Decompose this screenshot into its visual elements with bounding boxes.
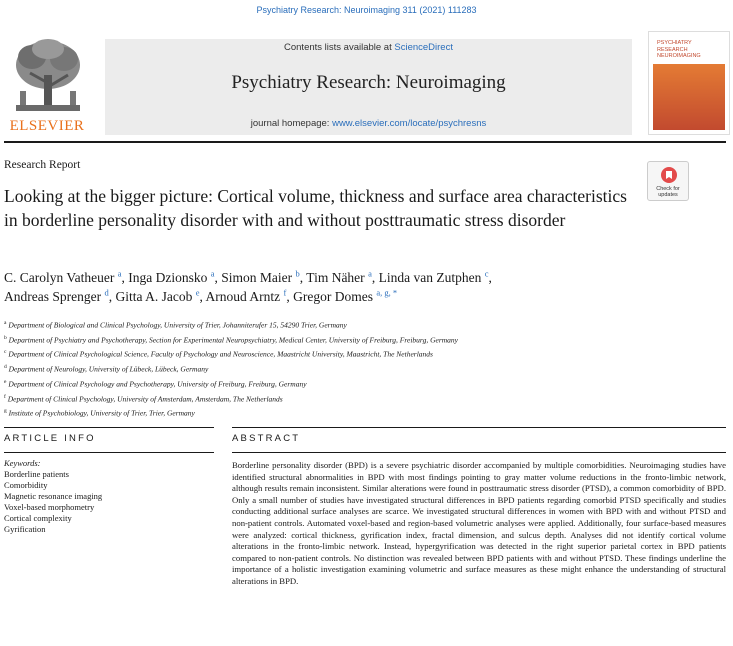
author[interactable]: Simon Maier $^b$: [221, 268, 300, 285]
author[interactable]: C. Carolyn Vatheuer $^a$: [4, 268, 122, 285]
affiliation-item: $^a$ Department of Biological and Clinical Psychology, University of Trier, Johanniterufer 15, 54290 Trier, Germany: [4, 320, 347, 330]
article-info-top-rule: [4, 427, 214, 428]
homepage-line: [105, 118, 632, 129]
affiliation-item: $^g$ Institute of Psychobiology, University of Trier, Trier, Germany: [4, 408, 195, 418]
affiliation-item: $^b$ Department of Psychiatry and Psychotherapy, Section for Experimental Neuropsychiatry, Medical Center, University of Freiburg, Freiburg, Germany: [4, 334, 458, 345]
author[interactable]: Arnoud Arntz $^f$: [205, 287, 287, 304]
abstract-top-rule: [232, 427, 726, 428]
article-type: Research Report: [4, 159, 81, 171]
author[interactable]: Tim Näher $^a$: [306, 268, 372, 285]
header-divider: [4, 141, 726, 143]
journal-title: Psychiatry Research: Neuroimaging: [231, 72, 506, 93]
keywords-label: Keywords:: [4, 458, 41, 468]
abstract-bottom-rule: [232, 452, 726, 453]
affiliation-item: $^d$ Department of Neurology, University of Lübeck, Lübeck, Germany: [4, 364, 209, 374]
contents-prefix: Contents lists available at: [284, 42, 395, 53]
homepage-link[interactable]: www.elsevier.com/locate/psychresns: [332, 118, 487, 129]
journal-citation[interactable]: Psychiatry Research: Neuroimaging 311 (2021) 111283: [256, 5, 477, 15]
contents-line: [105, 42, 632, 53]
check-updates-line1: Check for: [656, 186, 680, 192]
article-info-bottom-rule: [4, 452, 214, 453]
keyword-item: Gyrification: [4, 524, 46, 534]
keyword-item: Cortical complexity: [4, 513, 72, 523]
journal-cover[interactable]: [648, 31, 730, 135]
publisher-name: ELSEVIER: [9, 118, 85, 134]
keyword-item: Voxel-based morphometry: [4, 502, 95, 512]
keyword-item: Magnetic resonance imaging: [4, 491, 103, 501]
journal-banner: [105, 39, 632, 135]
affiliation-item: $^c$ Department of Clinical Psychological Science, Faculty of Psychology and Neuroscience, Maastricht University, Maastricht, The Netherlands: [4, 349, 433, 359]
check-for-updates-button[interactable]: [647, 161, 689, 201]
affiliation-list: [4, 317, 724, 420]
author[interactable]: Gregor Domes $^{a, g, *}$: [293, 287, 398, 304]
abstract-heading: ABSTRACT: [232, 433, 301, 444]
keyword-item: Comorbidity: [4, 480, 48, 490]
check-updates-label: [648, 186, 688, 198]
article-title: Looking at the bigger picture: Cortical volume, thickness and surface area characteristics in borderline personality disorder with and without posttraumatic stress disorder: [4, 186, 627, 230]
affiliation-item: $^e$ Department of Clinical Psychology and Psychotherapy, University of Freiburg, Freiburg, Germany: [4, 378, 307, 389]
journal-header: [4, 31, 726, 135]
article-info-heading: ARTICLE INFO: [4, 433, 96, 444]
cover-title: PSYCHIATRY RESEARCH NEUROIMAGING: [657, 40, 701, 60]
author[interactable]: Linda van Zutphen $^c$: [378, 268, 489, 285]
author[interactable]: Andreas Sprenger $^d$: [4, 287, 109, 304]
check-updates-line2: updates: [658, 192, 678, 198]
abstract-text: Borderline personality disorder (BPD) is a severe psychiatric disorder accompanied by multiple comorbidities. Neuroimaging studies have identified structural abnormalities in BPD with most findings pointing to gray matter volume reductions in the fronto-limbic network, although results remain inconsistent. Similar alterations were found in posttraumatic stress disorder (PTSD), a common comorbidity of BPD. Only a small number of studies have investigated structural differences in BPD patients regarding comorbid PTSD specifically and studies conducting additional surface analyses are scarce. We investigated structural differences in women with BPD with and without PTSD and non-patient controls. Automated voxel-based and region-based volumetric analyses were applied. Additionally, four surface-based measures were analyzed: cortical thickness, gyrification index, fractal dimension, and sulcus depth. Analyses did not identify cortical volume alterations in the fronto-limbic network. Instead, hypergyrification was detected in the right superior parietal cortex in BPD patients compared to non-patient controls. No distinction was revealed between BPD patients with and without PTSD. These findings underline the importance of a holistic investigation examining volumetric and surface measures as these might enhance the understanding of structural alterations in BPD.: [232, 460, 726, 586]
elsevier-logo[interactable]: [4, 35, 90, 135]
affiliation-item: $^f$ Department of Clinical Psychology, University of Amsterdam, Amsterdam, The Netherlands: [4, 393, 283, 404]
keyword-item: Borderline patients: [4, 469, 69, 479]
sciencedirect-link[interactable]: ScienceDirect: [394, 42, 453, 53]
check-updates-icon: [659, 166, 679, 184]
homepage-prefix: journal homepage:: [250, 118, 333, 129]
author[interactable]: Inga Dzionsko $^a$: [128, 268, 215, 285]
author-list: C. Carolyn Vatheuer $^a$, Inga Dzionsko $^a$, Simon Maier $^b$, Tim Näher $^a$, Linda van Zutphen $^c$, Andreas Sprenger $^d$, Gitta A. Jacob $^e$, Arnoud Arntz $^f$, Gregor Domes $^{a, g, *}$: [4, 268, 492, 304]
author[interactable]: Gitta A. Jacob $^e$: [115, 287, 200, 304]
elsevier-tree-icon: [8, 35, 88, 115]
keywords-list: [4, 458, 214, 535]
